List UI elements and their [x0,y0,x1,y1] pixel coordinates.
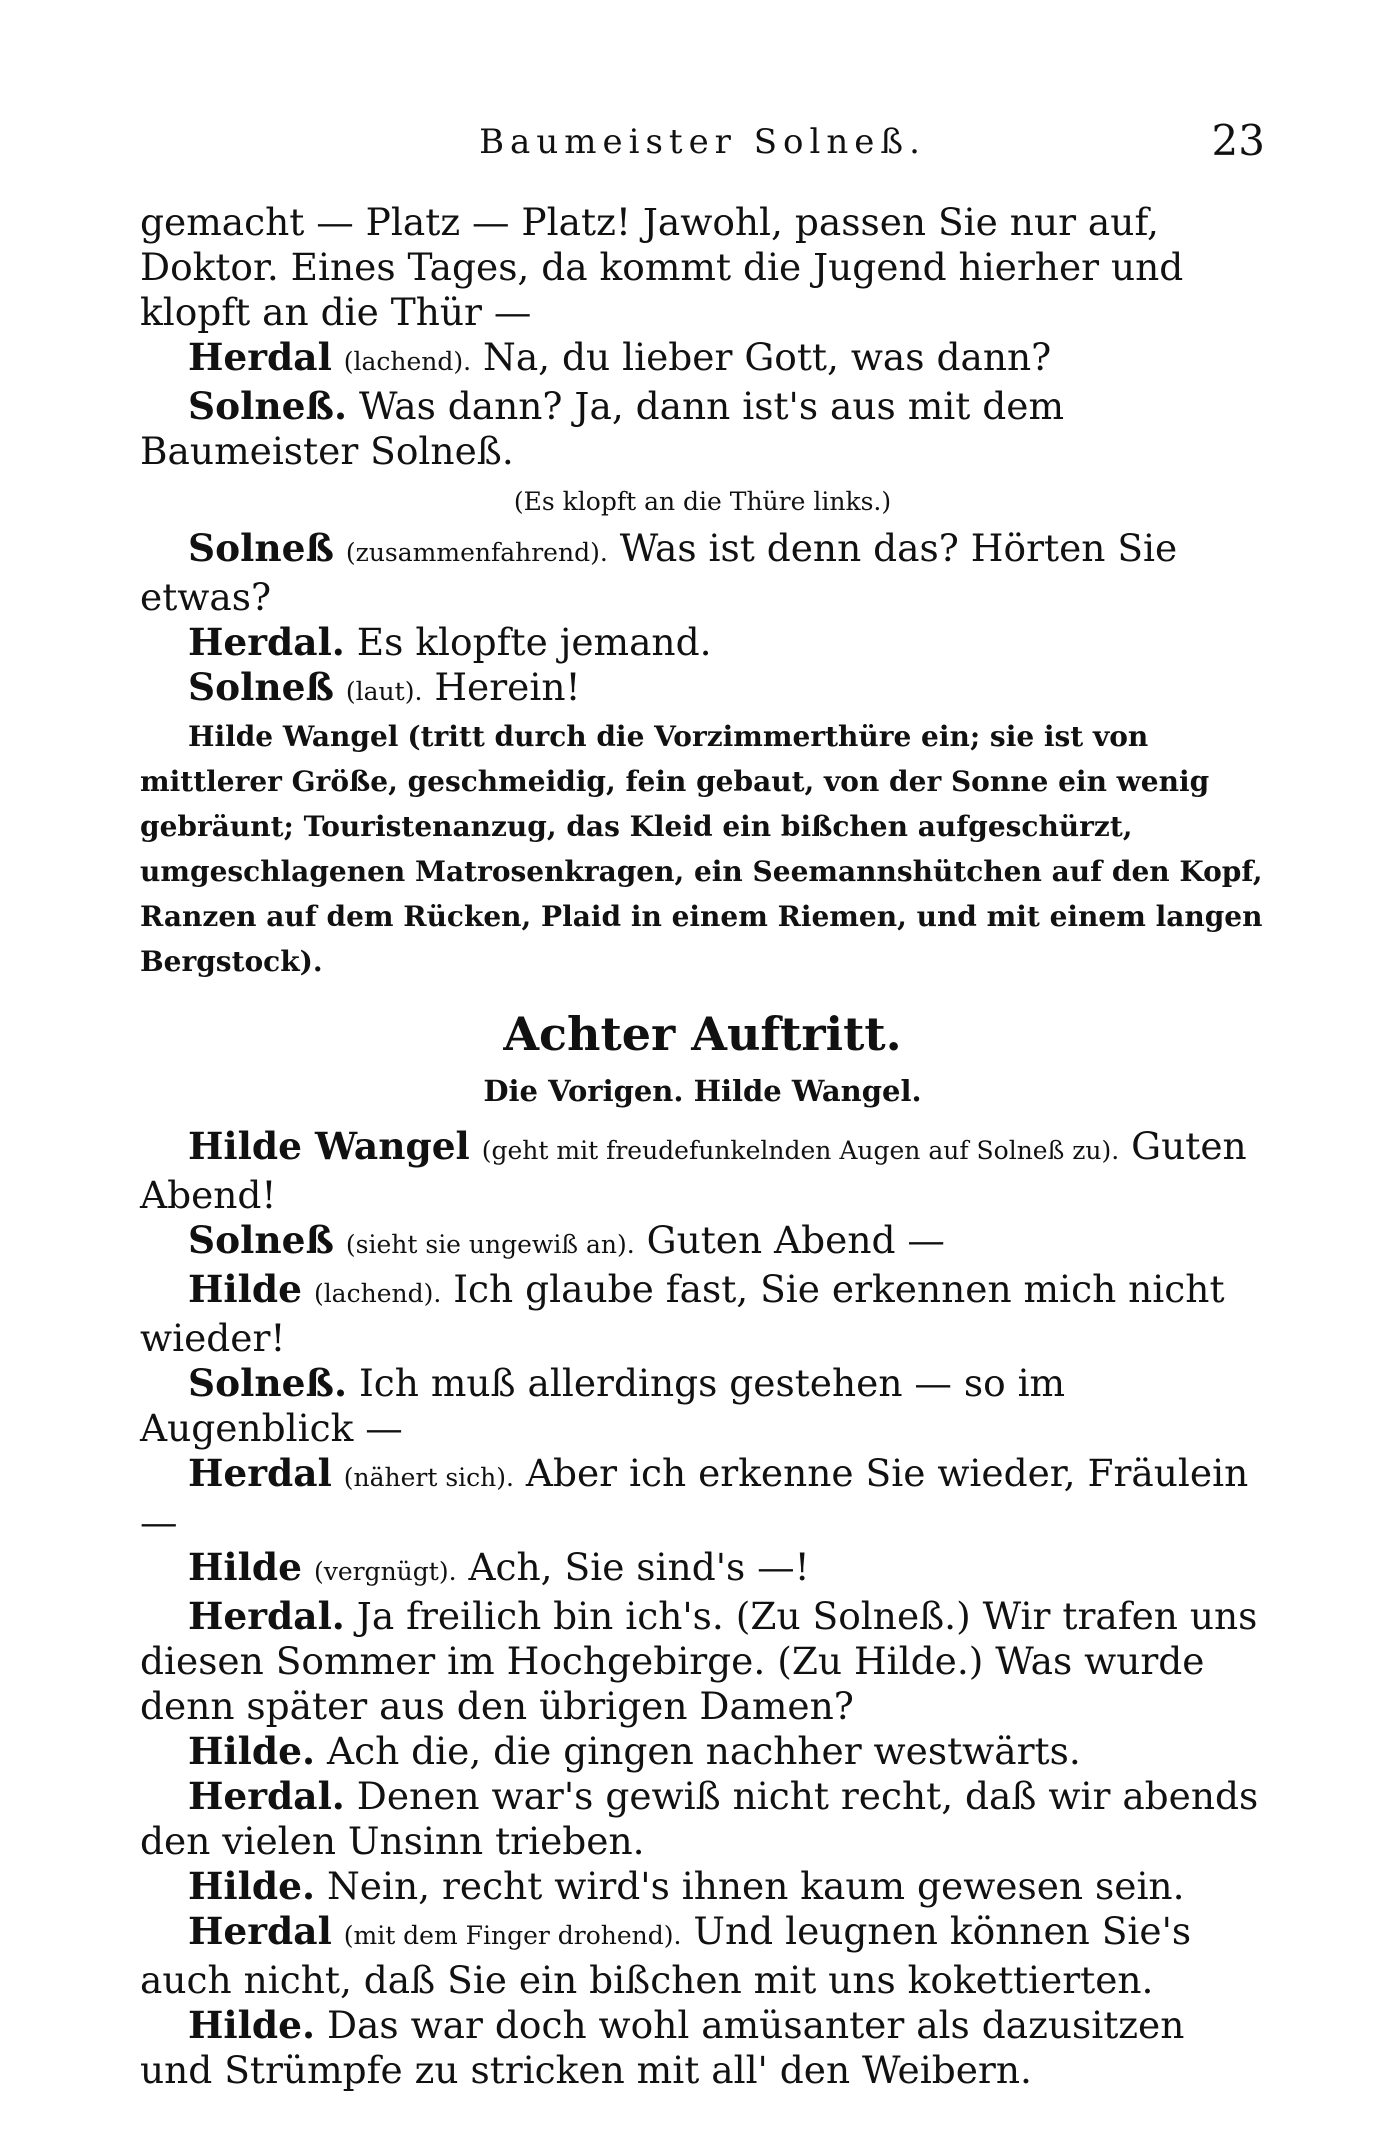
speaker-name: Herdal. [188,620,345,664]
speaker-name: Solneß [188,1218,334,1262]
dialogue-paragraph [140,526,1265,620]
paragraphs-middle [140,526,1265,714]
stage-direction-inline: (lachend). [343,347,472,376]
speaker-name: Hilde Wangel [188,720,399,753]
dialogue-text: Was ist denn das? Hörten Sie etwas? [140,526,1178,619]
speaker-name: Herdal [188,1909,332,1953]
stage-direction: (Es klopft an die Thüre links.) [513,487,892,516]
dialogue-text: Nein, recht wird's ihnen kaum gewesen sein. [326,1864,1185,1908]
speaker-name: Hilde [188,1267,303,1311]
dialogue-paragraph [140,1451,1265,1545]
dialogue-text: Ach, Sie sind's —! [468,1545,810,1589]
dialogue-text: Guten Abend! [140,1124,1247,1217]
stage-direction-inline: (lachend). [313,1279,442,1308]
speaker-name: Herdal [188,335,332,379]
dialogue-paragraph [140,1594,1265,1729]
dialogue-text: Guten Abend — [646,1218,945,1262]
speaker-name: Herdal. [188,1774,345,1818]
dialogue-paragraph [140,1774,1265,1864]
dialogue-paragraph [140,200,1265,335]
dialogue-paragraph [140,1909,1265,2003]
scene-cast: Die Vorigen. Hilde Wangel. [483,1074,922,1108]
dialogue-paragraph [140,1545,1265,1594]
stage-direction-inline: (mit dem Finger drohend). [343,1921,682,1950]
dialogue-paragraph [140,1267,1265,1361]
stage-direction-inline: (sieht sie ungewiß an). [345,1230,635,1259]
dialogue-paragraph [140,1124,1265,1218]
speaker-name: Solneß. [188,384,348,428]
entrance-description: (tritt durch die Vorzimmerthüre ein; sie ist von mittlerer Größe, geschmeidig, fein gebaut, von der Sonne ein wenig gebräunt; Touristenanzug, das Kleid ein bißchen aufgeschürzt, umgeschlagenen Matrosenkragen, ein Seemannshütchen auf den Kopf, Ranzen auf dem Rücken, Plaid in einem Riemen, und mit einem langen Bergstock). [140,720,1263,978]
speaker-name: Hilde. [188,1864,316,1908]
stage-direction-inline: (laut). [345,677,423,706]
dialogue-paragraph [140,384,1265,474]
dialogue-text: Aber ich erkenne Sie wieder, Fräulein — [140,1451,1249,1544]
speaker-name: Solneß. [188,1361,348,1405]
speaker-name: Hilde [188,1545,303,1589]
entrance-direction [140,714,1265,984]
dialogue-paragraph [140,1361,1265,1451]
dialogue-text: Und leugnen können Sie's auch nicht, daß Sie ein bißchen mit uns kokettierten. [140,1909,1192,2002]
stage-direction-inline: (nähert sich). [343,1463,514,1492]
dialogue-text: gemacht — Platz — Platz! Jawohl, passen Sie nur auf, Doktor. Eines Tages, da kommt die Jugend hierher und klopft an die Thür — [140,200,1184,334]
stage-direction-inline: (vergnügt). [313,1557,457,1586]
running-head [140,116,1265,178]
dialogue-paragraph [140,335,1265,384]
dialogue-paragraph [140,2003,1265,2093]
speaker-name: Hilde. [188,1729,316,1773]
dialogue-text: Na, du lieber Gott, was dann? [483,335,1052,379]
dialogue-paragraph [140,1729,1265,1774]
dialogue-text: Ja freilich bin ich's. (Zu Solneß.) Wir trafen uns diesen Sommer im Hochgebirge. (Zu Hilde.) Was wurde denn später aus den übrigen Damen? [140,1594,1258,1728]
dialogue-text: Ach die, die gingen nachher westwärts. [326,1729,1081,1773]
dialogue-paragraph [140,1864,1265,1909]
dialogue-text: Es klopfte jemand. [356,620,712,664]
dialogue-paragraph [140,665,1265,714]
speaker-name: Herdal [188,1451,332,1495]
stage-direction-inline: (geht mit freudefunkelnden Augen auf Solneß zu). [481,1136,1120,1165]
scene-heading: Achter Auftritt. [503,1007,902,1061]
speaker-name: Hilde. [188,2003,316,2047]
speaker-name: Hilde Wangel [188,1124,470,1168]
speaker-name: Herdal. [188,1594,345,1638]
body-text [140,200,1265,2093]
page-number: 23 [1211,116,1265,165]
dialogue-text: Ich muß allerdings gestehen — so im Augenblick — [140,1361,1066,1450]
dialogue-text: Herein! [434,665,581,709]
dialogue-text: Was dann? Ja, dann ist's aus mit dem Baumeister Solneß. [140,384,1065,473]
paragraphs-after [140,1124,1265,2093]
dialogue-text: Ich glaube fast, Sie erkennen mich nicht wieder! [140,1267,1225,1360]
stage-direction-inline: (zusammenfahrend). [345,538,608,567]
speaker-name: Solneß [188,526,334,570]
speaker-name: Solneß [188,665,334,709]
dialogue-text: Denen war's gewiß nicht recht, daß wir abends den vielen Unsinn trieben. [140,1774,1259,1863]
paragraphs-before [140,200,1265,474]
dialogue-paragraph [140,1218,1265,1267]
dialogue-paragraph [140,620,1265,665]
dialogue-text: Das war doch wohl amüsanter als dazusitzen und Strümpfe zu stricken mit all' den Weibern. [140,2003,1185,2092]
running-title: Baumeister Solneß. [479,122,926,162]
